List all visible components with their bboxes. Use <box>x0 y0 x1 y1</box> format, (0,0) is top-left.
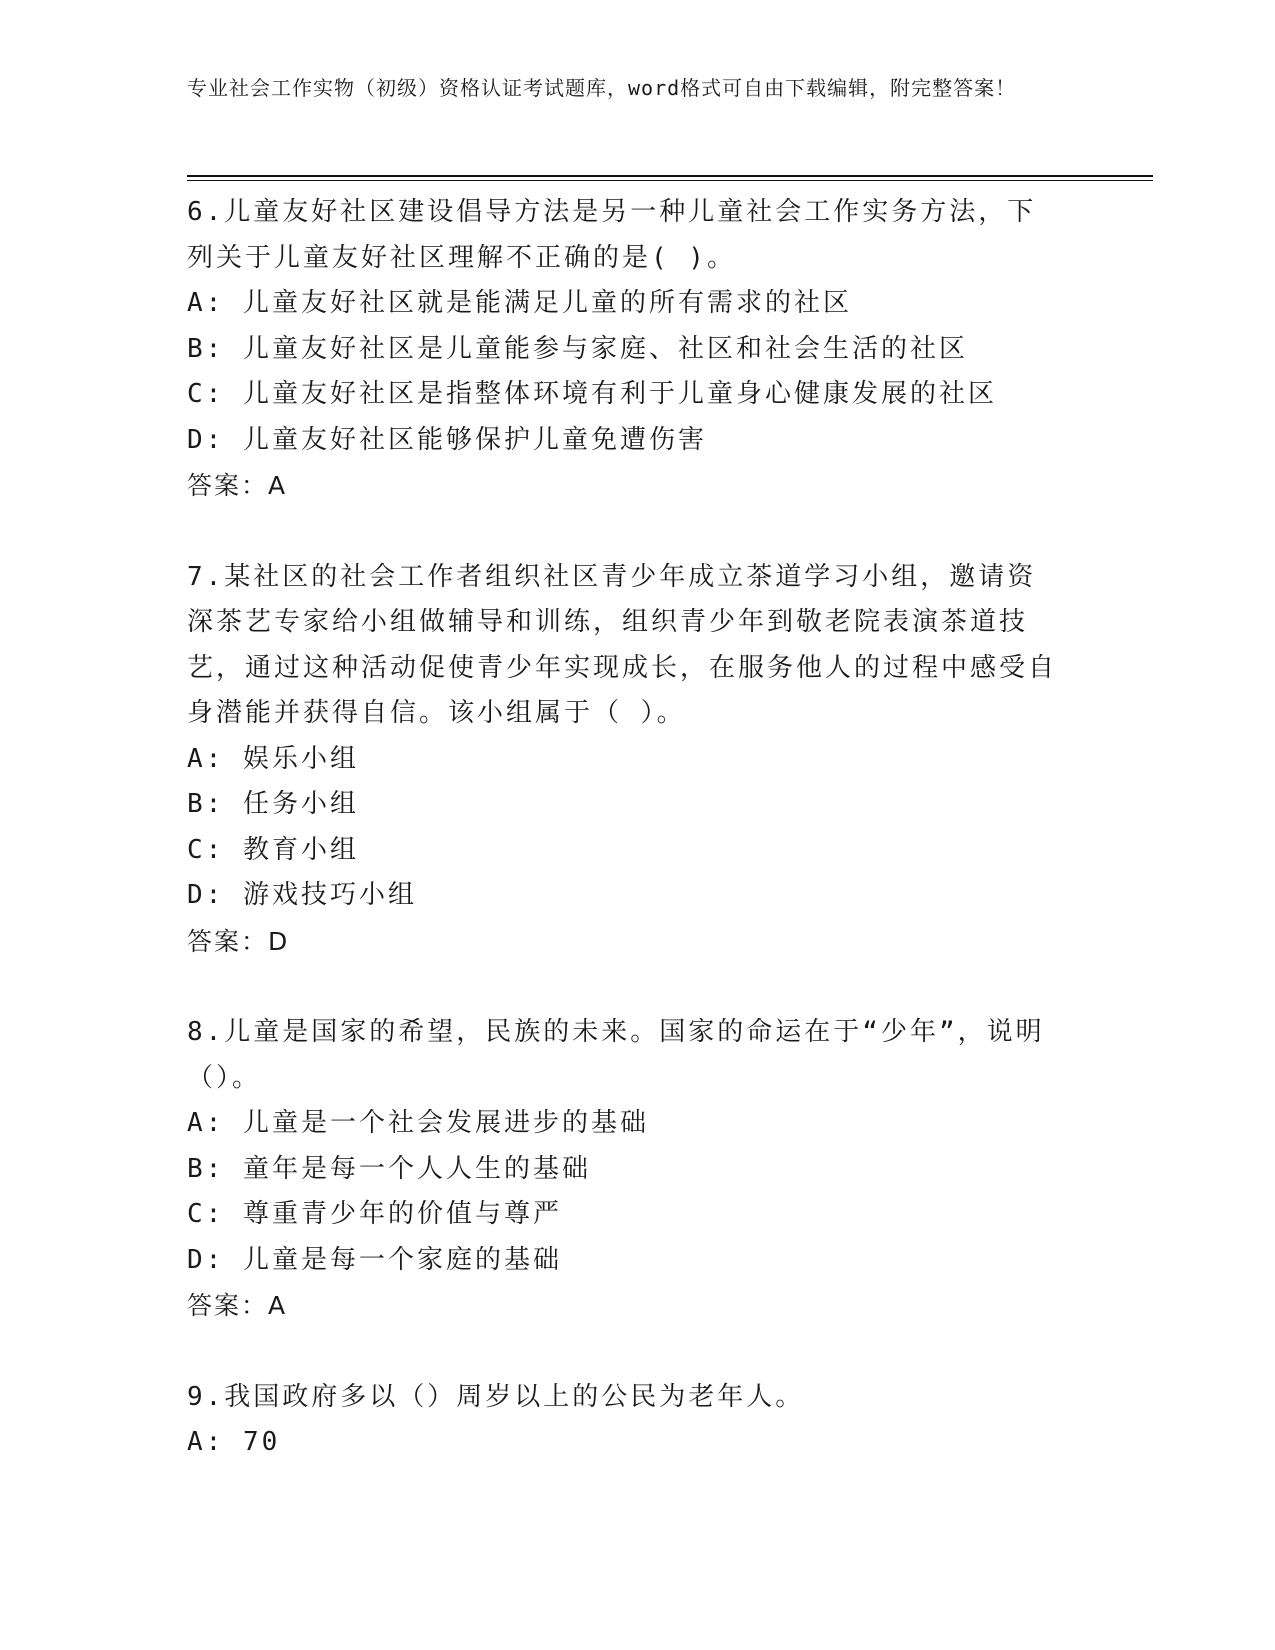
document-header: 专业社会工作实物（初级）资格认证考试题库，word格式可自由下载编辑，附完整答案！ <box>187 76 1017 100</box>
question-stem: 6.儿童友好社区建设倡导方法是另一种儿童社会工作实务方法，下列关于儿童友好社区理解不正确的是( )。 <box>187 197 1037 273</box>
option-b: B: 童年是每一个人人生的基础 <box>187 1153 591 1184</box>
answer: 答案：D <box>187 926 290 956</box>
question-8 <box>187 1010 1067 1329</box>
option-c: C: 儿童友好社区是指整体环境有利于儿童身心健康发展的社区 <box>187 379 997 409</box>
option-d: D: 儿童友好社区能够保护儿童免遭伤害 <box>187 424 707 455</box>
option-c: C: 教育小组 <box>187 834 359 865</box>
option-d: D: 游戏技巧小组 <box>187 880 417 910</box>
question-stem: 7.某社区的社会工作者组织社区青少年成立茶道学习小组，邀请资深茶艺专家给小组做辅导和训练，组织青少年到敬老院表演茶道技艺，通过这种活动促使青少年实现成长，在服务他人的过程中感受自身潜能并获得自信。该小组属于（ ）。 <box>187 561 1058 728</box>
header-rule-thin <box>187 180 1153 181</box>
question-stem: 8.儿童是国家的希望，民族的未来。国家的命运在于“少年”，说明（）。 <box>187 1017 1045 1093</box>
option-d: D: 儿童是每一个家庭的基础 <box>187 1244 562 1275</box>
option-a: A: 儿童友好社区就是能满足儿童的所有需求的社区 <box>187 288 852 318</box>
option-c: C: 尊重青少年的价值与尊严 <box>187 1199 562 1229</box>
option-a: A: 儿童是一个社会发展进步的基础 <box>187 1108 649 1138</box>
option-a: A: 70 <box>187 1427 281 1457</box>
question-9 <box>187 1375 1067 1466</box>
question-list <box>187 190 1067 1512</box>
question-6 <box>187 190 1067 509</box>
option-a: A: 娱乐小组 <box>187 743 359 774</box>
answer: 答案：A <box>187 1291 288 1320</box>
option-b: B: 任务小组 <box>187 789 359 819</box>
question-stem: 9.我国政府多以（）周岁以上的公民为老年人。 <box>187 1381 805 1412</box>
header-rule-thick <box>187 175 1153 177</box>
option-b: B: 儿童友好社区是儿童能参与家庭、社区和社会生活的社区 <box>187 333 968 364</box>
question-7 <box>187 555 1067 965</box>
answer: 答案：A <box>187 471 288 500</box>
